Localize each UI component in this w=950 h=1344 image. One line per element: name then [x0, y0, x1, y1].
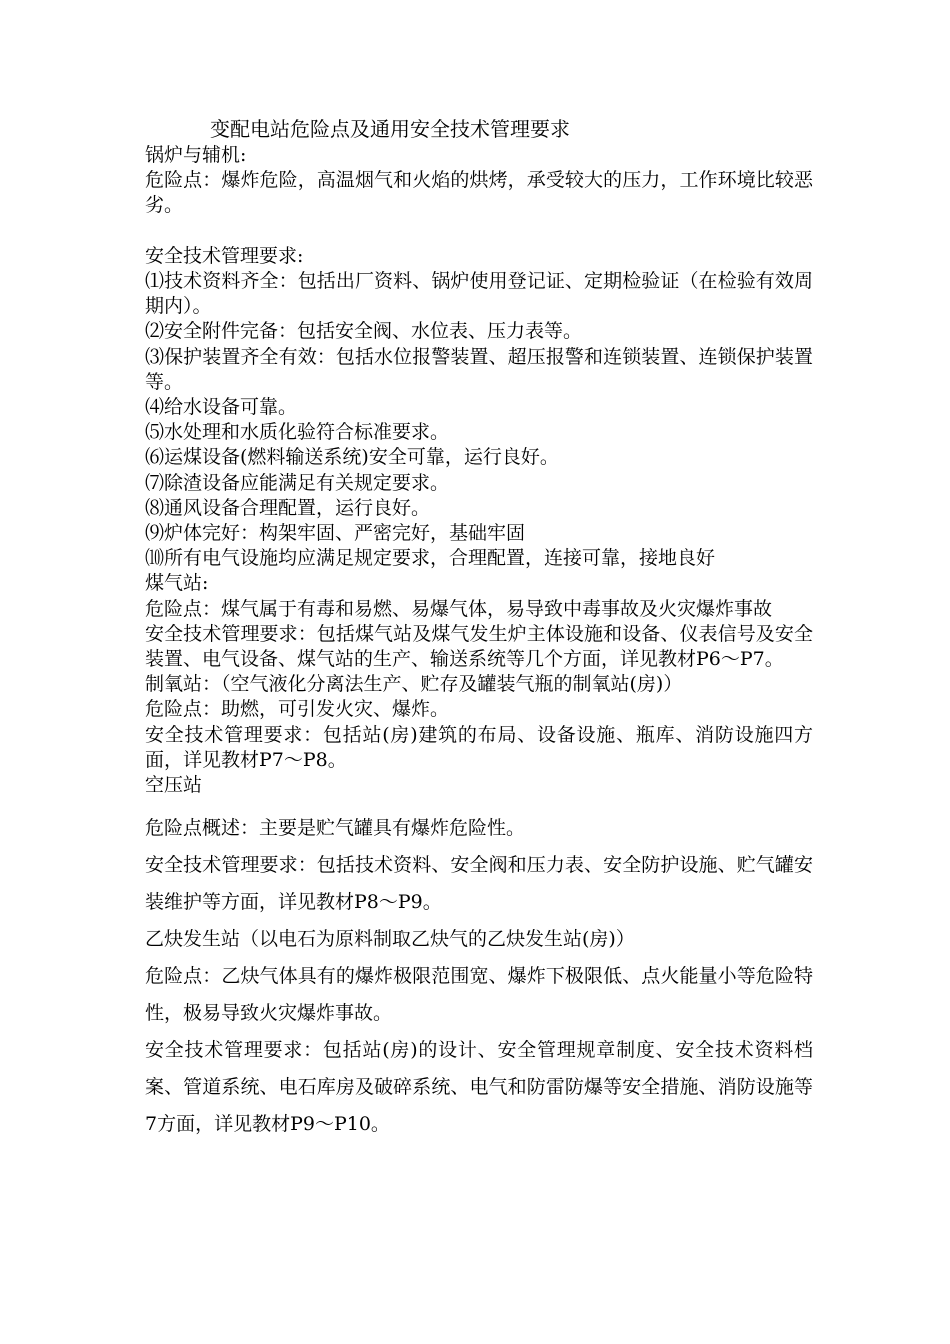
heading-air-compressor-station: 空压站 — [145, 774, 203, 797]
oxygen-station-requirements: 安全技术管理要求：包括站(房)建筑的布局、设备设施、瓶库、消防设施四方面，详见教材P7～P8。 — [145, 723, 813, 771]
document-title: 变配电站危险点及通用安全技术管理要求 — [210, 117, 570, 141]
requirement-item-4: ⑷给水设备可靠。 — [145, 396, 298, 419]
acetylene-station-hazard: 危险点：乙炔气体具有的爆炸极限范围宽、爆炸下极限低、点火能量小等危险特性，极易导致火灾爆炸事故。 — [145, 965, 813, 1025]
gas-station-hazard: 危险点：煤气属于有毒和易燃、易爆气体，易导致中毒事故及火灾爆炸事故 — [145, 597, 773, 620]
heading-safety-requirements: 安全技术管理要求: — [145, 244, 304, 267]
heading-boiler: 锅炉与辅机: — [145, 144, 247, 166]
gas-station-requirements: 安全技术管理要求：包括煤气站及煤气发生炉主体设施和设备、仪表信号及安全装置、电气设备、煤气站的生产、输送系统等几个方面，详见教材P6～P7。 — [145, 622, 813, 671]
requirement-item-8: ⑻通风设备合理配置，运行良好。 — [145, 496, 431, 519]
heading-gas-station: 煤气站: — [145, 572, 209, 595]
document-body — [145, 143, 813, 1143]
air-compressor-requirements: 安全技术管理要求：包括技术资料、安全阀和压力表、安全防护设施、贮气罐安装维护等方面，详见教材P8～P9。 — [145, 854, 813, 914]
oxygen-station-hazard: 危险点：助燃，可引发火灾、爆炸。 — [145, 698, 450, 721]
requirement-item-1: ⑴技术资料齐全：包括出厂资料、锅炉使用登记证、定期检验证（在检验有效周期内）。 — [145, 270, 813, 318]
requirement-item-5: ⑸水处理和水质化验符合标准要求。 — [145, 421, 450, 444]
requirement-item-6: ⑹运煤设备(燃料输送系统)安全可靠，运行良好。 — [145, 446, 559, 469]
requirement-item-3: ⑶保护装置齐全有效：包括水位报警装置、超压报警和连锁装置、连锁保护装置等。 — [145, 345, 813, 393]
boiler-hazard: 危险点：爆炸危险，高温烟气和火焰的烘烤，承受较大的压力，工作环境比较恶劣。 — [145, 169, 813, 217]
heading-oxygen-station: 制氧站：（空气液化分离法生产、贮存及罐装气瓶的制氧站(房)） — [145, 673, 683, 696]
heading-acetylene-station: 乙炔发生站（以电石为原料制取乙炔气的乙炔发生站(房)） — [145, 928, 635, 951]
acetylene-station-requirements: 安全技术管理要求：包括站(房)的设计、安全管理规章制度、安全技术资料档案、管道系统、电石库房及破碎系统、电气和防雷防爆等安全措施、消防设施等7方面，详见教材P9～P10。 — [145, 1039, 813, 1136]
requirement-item-7: ⑺除渣设备应能满足有关规定要求。 — [145, 471, 450, 494]
dense-section — [145, 143, 813, 798]
blank-line — [145, 219, 813, 244]
air-compressor-hazard: 危险点概述：主要是贮气罐具有爆炸危险性。 — [145, 817, 526, 840]
requirement-item-9: ⑼炉体完好：构架牢固、严密完好，基础牢固 — [145, 522, 526, 545]
loose-section — [145, 810, 813, 1143]
requirement-item-2: ⑵安全附件完备：包括安全阀、水位表、压力表等。 — [145, 320, 583, 343]
requirement-item-10: ⑽所有电气设施均应满足规定要求，合理配置，连接可靠，接地良好 — [145, 547, 716, 570]
